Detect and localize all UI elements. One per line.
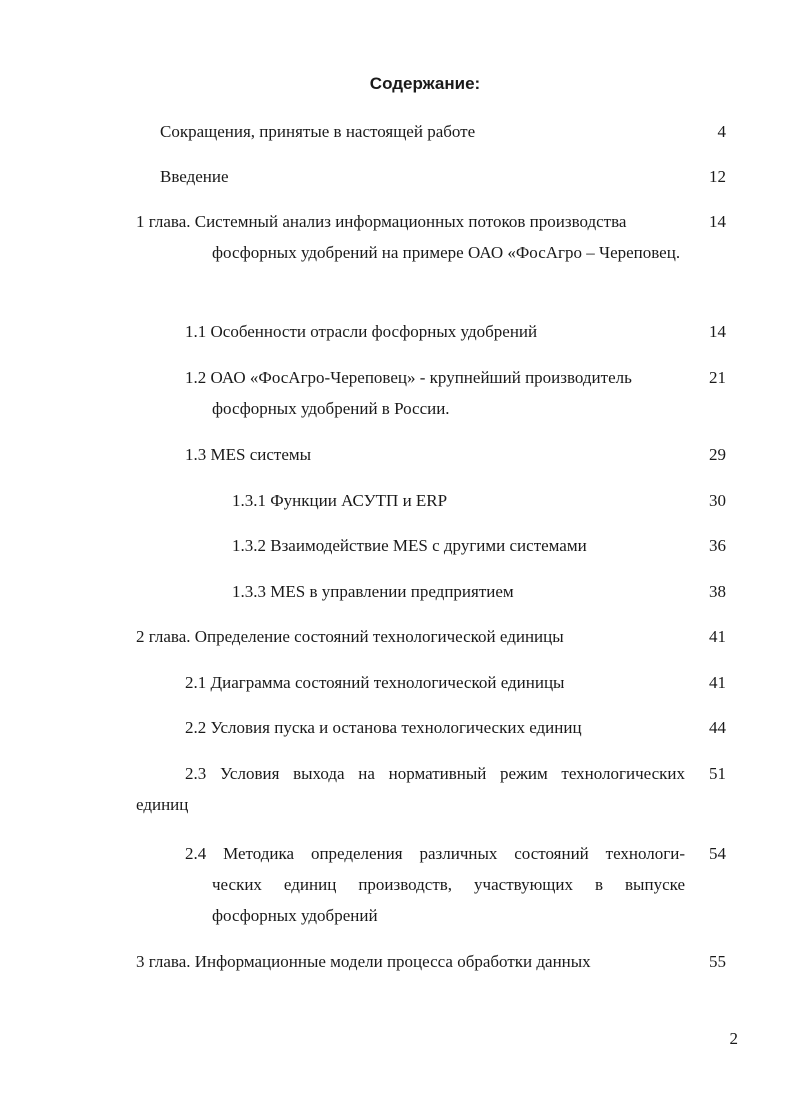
toc-entry-page: 41 xyxy=(709,673,726,692)
toc-entry[interactable] xyxy=(0,161,793,192)
toc-entry-text: 1.2 ОАО «ФосАгро-Череповец» - крупнейший производитель xyxy=(185,368,632,387)
toc-entry[interactable] xyxy=(0,576,793,607)
toc-entry[interactable] xyxy=(0,712,793,743)
toc-entry-text-continued: единиц xyxy=(136,795,189,814)
toc-entry-page: 4 xyxy=(717,122,726,141)
toc-entry-text: 2 глава. Определение состояний технологической единицы xyxy=(136,627,564,646)
toc-entry-page: 38 xyxy=(709,582,726,601)
toc-entry-page: 29 xyxy=(709,445,726,464)
toc-entry-page: 14 xyxy=(709,212,726,231)
toc-entry-page: 51 xyxy=(709,764,726,783)
toc-entry-page: 30 xyxy=(709,491,726,510)
toc-entry-text: 1.3.3 MES в управлении предприятием xyxy=(232,582,514,601)
toc-entry-page: 21 xyxy=(709,368,726,387)
toc-entry-text: 1.1 Особенности отрасли фосфорных удобрений xyxy=(185,322,538,341)
toc-entry-text: Введение xyxy=(160,167,229,186)
toc-entry-text-continued: фосфорных удобрений на примере ОАО «ФосАгро – Череповец. xyxy=(212,243,681,262)
toc-entry[interactable] xyxy=(0,838,793,931)
toc-entry[interactable] xyxy=(0,485,793,516)
toc-entry-page: 14 xyxy=(709,322,726,341)
toc-entry-page: 55 xyxy=(709,952,726,971)
toc-entry-text: 2.2 Условия пуска и останова технологических единиц xyxy=(185,718,582,737)
toc-entry-text: 1.3 MES системы xyxy=(185,445,312,464)
toc-entry[interactable] xyxy=(0,439,793,470)
toc-entry[interactable] xyxy=(0,206,793,299)
toc-entry-text: Сокращения, принятые в настоящей работе xyxy=(160,122,476,141)
toc-entry-text-continued: ческих единиц производств, участвующих в выпуске фосфорных удобрений xyxy=(212,875,685,925)
toc-entry-text: 1.3.2 Взаимодействие MES с другими системами xyxy=(232,536,587,555)
toc-entry[interactable] xyxy=(0,667,793,698)
toc-entry[interactable] xyxy=(0,316,793,347)
toc-entry-page: 36 xyxy=(709,536,726,555)
toc-entry-page: 44 xyxy=(709,718,726,737)
toc-entry-page: 41 xyxy=(709,627,726,646)
toc-entry-text: 1.3.1 Функции АСУТП и ERP xyxy=(232,491,448,510)
page-title: Содержание: xyxy=(369,74,481,93)
toc-entry-text: 2.1 Диаграмма состояний технологической единицы xyxy=(185,673,565,692)
toc-entry[interactable] xyxy=(0,758,793,820)
toc-entry-text: 2.3 Условия выхода на нормативный режим технологических xyxy=(185,764,685,783)
toc-entry-text: 2.4 Методика определения различных состояний технологи- xyxy=(185,844,685,863)
toc-entry[interactable] xyxy=(0,946,793,977)
toc-entry[interactable] xyxy=(0,116,793,147)
toc-entry[interactable] xyxy=(0,362,793,424)
toc-entry-page: 54 xyxy=(709,844,726,863)
toc-entry[interactable] xyxy=(0,621,793,652)
toc-entry[interactable] xyxy=(0,530,793,561)
toc-entry-text: 3 глава. Информационные модели процесса обработки данных xyxy=(136,952,591,971)
toc-entry-text-continued: фосфорных удобрений в России. xyxy=(212,399,450,418)
toc-entry-page: 12 xyxy=(709,167,726,186)
page-number: 2 xyxy=(729,1029,738,1048)
toc-entry-text: 1 глава. Системный анализ информационных потоков производства xyxy=(136,212,627,231)
